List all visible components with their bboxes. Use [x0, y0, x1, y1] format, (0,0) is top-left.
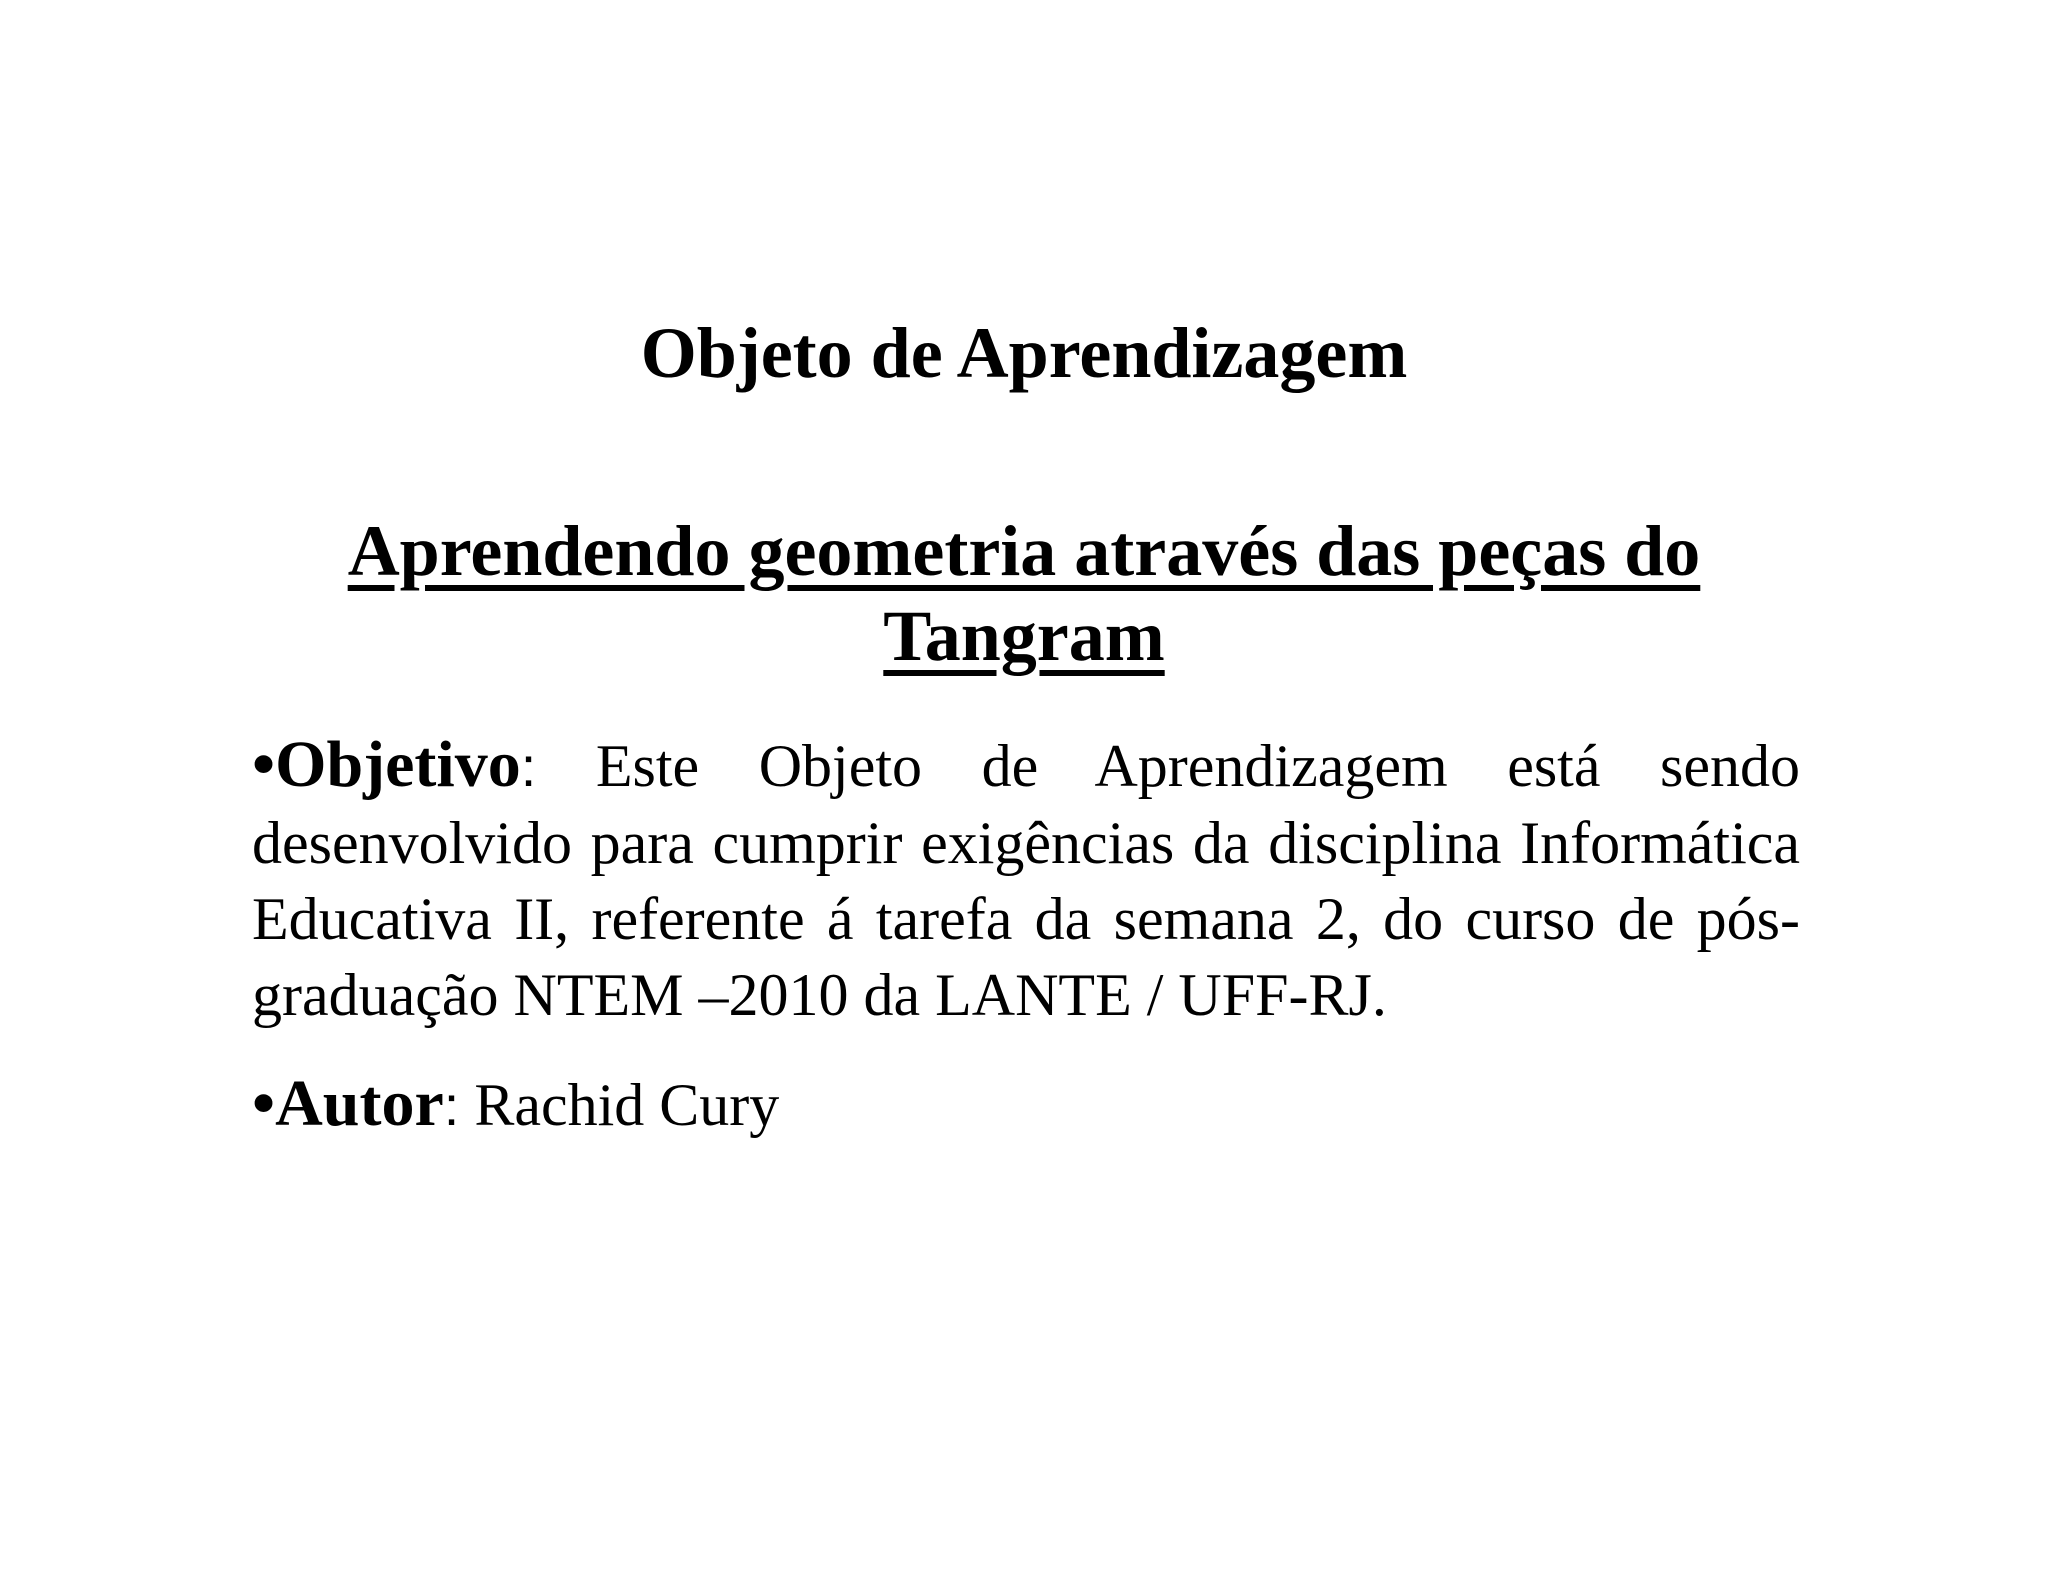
page-title: Objeto de Aprendizagem [640, 313, 1408, 393]
objetivo-bullet: • [252, 728, 276, 801]
autor-label: Autor [275, 1067, 444, 1140]
autor-separator: : [443, 1074, 460, 1137]
page-subtitle [300, 509, 1748, 679]
autor-text: Rachid Cury [474, 1072, 780, 1138]
autor-paragraph [252, 1066, 1800, 1144]
objetivo-text: Este Objeto de Aprendizagem está sendo desenvolvido para cumprir exigências da disciplina Informática Educativa II, referente á tarefa da semana 2, do curso de pós-graduação NTEM –2010 da LANTE / UFF-RJ. [252, 733, 1801, 1028]
objetivo-paragraph [252, 727, 1800, 1033]
subtitle-text: Aprendendo geometria através das peças do Tangram [347, 511, 1701, 676]
objetivo-separator: : [520, 735, 537, 798]
objetivo-label: Objetivo [275, 728, 521, 801]
autor-bullet: • [252, 1067, 276, 1140]
